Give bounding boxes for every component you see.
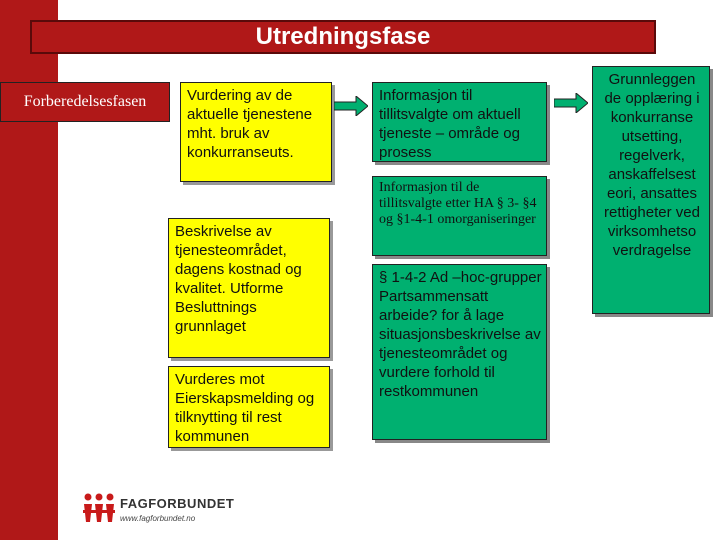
left-accent-bar xyxy=(0,0,58,540)
ownership-box: Vurderes mot Eierskapsmelding og tilknytting til rest kommunen xyxy=(168,366,330,448)
assessment-box: Vurdering av de aktuelle tjenestene mht. bruk av konkurranseuts. xyxy=(180,82,332,182)
agreement-box: Informasjon til de tillitsvalgte etter HA § 3- §4 og §1-4-1 omorganiseringer xyxy=(372,176,547,256)
page-title: Utredningsfase xyxy=(30,20,656,54)
training-box: Grunnleggen de opplæring i konkurranse utsetting, regelverk, anskaffelsest eori, ansattes rettigheter ved virksomhetso verdragelse xyxy=(592,66,710,314)
arrow-icon xyxy=(554,93,588,113)
info-box: Informasjon til tillitsvalgte om aktuell tjeneste – område og prosess xyxy=(372,82,547,162)
logo-url: www.fagforbundet.no xyxy=(120,514,196,523)
logo-name: FAGFORBUNDET xyxy=(120,496,235,511)
phase-label: Forberedelsesfasen xyxy=(0,82,170,122)
arrow-icon xyxy=(334,96,368,116)
fagforbundet-logo-icon xyxy=(82,492,116,524)
adhoc-groups-box: § 1-4-2 Ad –hoc-grupper Partsammensatt arbeide? for å lage situasjonsbeskrivelse av tjenesteområdet og vurdere forhold til restkommunen xyxy=(372,264,547,440)
description-box: Beskrivelse av tjenesteområdet, dagens kostnad og kvalitet. Utforme Besluttnings grunnlaget xyxy=(168,218,330,358)
